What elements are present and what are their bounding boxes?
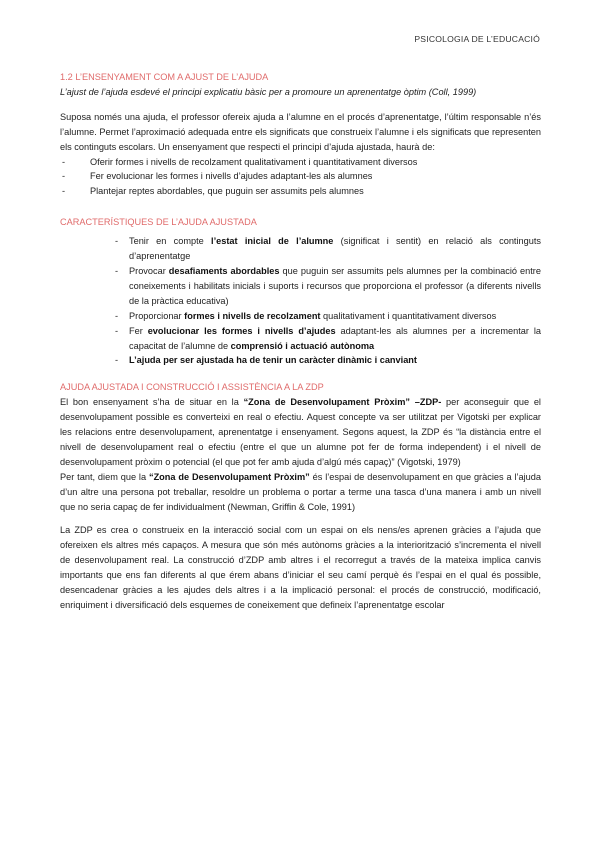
zdp-paragraph-2 xyxy=(60,470,541,515)
running-header: PSICOLOGIA DE L’EDUCACIÓ xyxy=(414,34,540,44)
para-bold-text: “Zona de Desenvolupament Pròxim” xyxy=(148,471,310,482)
section-heading-caracteristiques: CARACTERÍSTIQUES DE L’AJUDA AJUSTADA xyxy=(60,217,257,228)
item-bold-text: evolucionar les formes i nivells d’ajudes xyxy=(147,325,336,336)
list-item xyxy=(115,309,541,324)
item-text: adaptant-les als alumnes per a incrementar la capacitat de l’alumne de xyxy=(129,325,541,351)
para-text: per aconseguir que el desenvolupament possible es converteixi en real o efectiu. Aquest concepte va ser utilitzat per Vigotski per explicar les relacions entre desenvolupament, aprenentatge i ensenyament. Segons aquest, la ZDP és “la distància entre el nivell de desenvolupament real o efectiu (entre el que un alumne pot fer de forma independent) i el nivell de desenvolupament pròxim o potencial (el que pot fer amb ajuda d’algú més capaç)” (Vigotski, 1979) xyxy=(60,397,541,467)
para-bold-text: “Zona de Desenvolupament Pròxim” –ZDP- xyxy=(243,397,442,408)
item-text: Tenir en compte xyxy=(129,236,212,247)
list-item: - Oferir formes i nivells de recolzament qualitativament i quantitativament diversos xyxy=(60,155,541,170)
section1-list xyxy=(60,155,541,200)
list-item xyxy=(115,234,541,264)
item-bold-text: l’estat inicial de l’alumne xyxy=(211,236,334,247)
item-bold-text: L’ajuda per ser ajustada ha de tenir un caràcter dinàmic i canviant xyxy=(129,355,417,366)
item-text: que puguin ser assumits pels alumnes per la combinació entre coneixements i habilitats inicials i suports i recursos que proporciona el professor (a diferents nivells de la pràctica educativa) xyxy=(129,265,541,306)
document-body xyxy=(60,70,541,613)
item-text: qualitativament i quantitativament diversos xyxy=(320,310,497,321)
list-item: - Plantejar reptes abordables, que puguin ser assumits pels alumnes xyxy=(60,184,541,199)
section-heading-ensenyament: 1.2 L’ENSENYAMENT COM A AJUST DE L’AJUDA xyxy=(60,72,269,82)
section-heading-zdp: AJUDA AJUSTADA I CONSTRUCCIÓ I ASSISTÈNCIA A LA ZDP xyxy=(60,382,324,393)
list-item: - Fer evolucionar les formes i nivells d’ajudes adaptant-les als alumnes xyxy=(60,169,541,184)
item-bold-text: desafiaments abordables xyxy=(168,265,280,276)
item-text: Fer xyxy=(129,325,148,336)
item-bold-text: comprensió i actuació autònoma xyxy=(230,340,375,351)
item-text: Provocar xyxy=(129,265,169,276)
characteristics-list xyxy=(60,234,541,368)
zdp-paragraph-3: La ZDP es crea o construeix en la interacció social com un espai on els nens/es aprenen gràcies a l’ajuda que ofereixen els altres més capaços. A mesura que són més autònoms gràcies a la interiorització s’incrementa el nivell de desenvolupament real. La construcció d’ZDP amb altres i el recorregut a través de la mateixa implica canvis importants que ens fan diferents al que érem abans d’iniciar el seu camí perquè és l’espai en el qual és possible, desencadenar gràcies a les ajudes dels altres i a la implicació personal: el procés de construcció, modificació, enriquiment i diversificació dels esquemes de coneixement que defineix l’aprenentatge escolar xyxy=(60,525,541,610)
list-item xyxy=(115,264,541,309)
list-item xyxy=(115,353,541,368)
item-text: Proporcionar xyxy=(129,310,185,321)
item-bold-text: formes i nivells de recolzament xyxy=(184,310,321,321)
para-text: és l’espai de desenvolupament en que gràcies a l’ajuda d’un altre una persona pot treballar, resoldre un problema o portar a terme una tasca d’una manera i amb un nivell que no seria capaç de fer individualment (Newman, Griffin & Cole, 1991) xyxy=(60,471,541,512)
section-subtitle: L’ajust de l’ajuda esdevé el principi explicatiu bàsic per a promoure un aprenentatge òptim (Coll, 1999) xyxy=(60,86,477,97)
section1-paragraph: Suposa només una ajuda, el professor ofereix ajuda a l’alumne en el procés d’aprenentatge, l’últim responsable n’és l’alumne. Permet l’aproximació adequada entre els significats que construeix l’alumne i els significats que representen els continguts escolars. Un ensenyament que respecti el principi d’ajuda ajustada, haurà de: xyxy=(60,111,541,152)
zdp-paragraph-1 xyxy=(60,395,541,470)
list-item xyxy=(115,324,541,354)
para-text: El bon ensenyament s’ha de situar en la xyxy=(60,397,244,408)
item-text: (significat i sentit) en relació als continguts d’aprenentatge xyxy=(129,236,542,262)
para-text: Per tant, diem que la xyxy=(60,471,149,482)
